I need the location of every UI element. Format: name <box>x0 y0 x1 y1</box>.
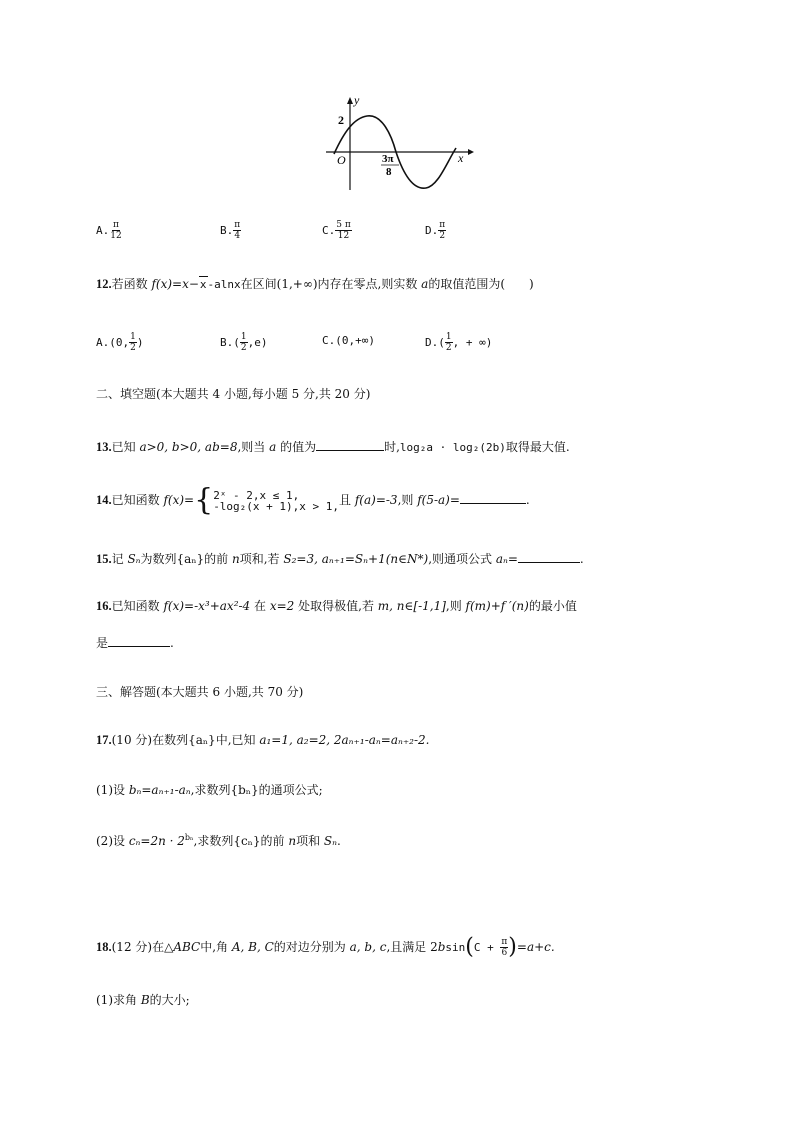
q16-text-b: 在 <box>250 599 270 613</box>
q16-mn: m, n∈[-1,1] <box>377 599 446 613</box>
option-text: (0,+∞) <box>335 334 375 347</box>
q15-text-c: 项和,若 <box>239 552 284 566</box>
option-num: π <box>439 220 446 230</box>
question-number: 15. <box>96 552 112 566</box>
q17-part1-b: ,求数列{bₙ}的通项公式; <box>190 783 323 797</box>
q12-option-a <box>96 332 143 353</box>
q17-part1-a: (1)设 <box>96 783 129 797</box>
q15-Sn: Sₙ <box>127 552 141 566</box>
q17-part2-n: n <box>288 834 297 848</box>
question-15 <box>96 550 584 567</box>
q12-option-c <box>322 332 375 349</box>
q12-sqrt <box>199 276 208 291</box>
q15-text-a: 记 <box>111 552 128 566</box>
q14-text-b: 且 <box>339 493 355 507</box>
q13-text-d: 时, <box>384 440 400 454</box>
option-den: 12 <box>337 231 350 241</box>
option-den: 2 <box>439 231 446 241</box>
q18-part1: (1)求角 <box>96 993 141 1007</box>
q15-ask: aₙ= <box>495 552 518 566</box>
q11-option-d <box>425 220 446 241</box>
q13-cond: a>0, b>0, ab=8 <box>139 440 238 454</box>
q13-text-b: ,则当 <box>237 440 270 454</box>
q16-text-d: ,则 <box>445 599 466 613</box>
q17-cond: a₁=1, a₂=2, 2aₙ₊₁-aₙ=aₙ₊₂-2. <box>259 733 430 747</box>
question-16-line-2 <box>96 634 174 651</box>
option-post: ,e) <box>247 336 268 349</box>
y-axis-arrow <box>347 97 353 104</box>
q13-text-e: 取得最大值. <box>505 440 570 454</box>
q18-text-c: 的对边分别为 <box>273 940 350 954</box>
q12-option-b <box>220 332 267 353</box>
section-3-heading: 三、解答题(本大题共 6 小题,共 70 分) <box>96 685 304 699</box>
q14-text-c: ,则 <box>397 493 418 507</box>
q14-ask: f(5-a)= <box>417 493 460 507</box>
q14-piece-1: 2ˣ - 2,x ≤ 1, <box>213 488 300 502</box>
q18-rhs: a+c. <box>526 940 555 954</box>
q14-piece-2: -log₂(x + 1),x > 1, <box>213 499 340 513</box>
q16-text-c: 处取得极值,若 <box>294 599 378 613</box>
q11-option-b <box>220 220 241 241</box>
q13-answer-blank[interactable] <box>316 438 384 451</box>
option-pre: ( <box>438 336 445 349</box>
q12-text-b: -alnx <box>207 278 241 291</box>
option-letter: D. <box>425 336 439 349</box>
option-letter: B. <box>220 224 234 237</box>
q14-cond: f(a)=-3 <box>354 493 398 507</box>
left-brace: { <box>194 482 214 518</box>
x-axis-label: x <box>458 151 464 165</box>
x-tick-numerator: 3π <box>382 153 394 165</box>
q17-part2-a: (2)设 <box>96 834 129 848</box>
q18-b: b <box>437 940 446 954</box>
q14-text-a: 已知函数 <box>111 493 164 507</box>
q18-text-b: 中,角 <box>200 940 232 954</box>
q14-func: f(x)= <box>163 493 195 507</box>
question-13 <box>96 438 570 456</box>
option-den: 4 <box>234 231 241 241</box>
q11-option-a <box>96 220 123 241</box>
q16-func: f(x)=-x³+ax²-4 <box>163 599 251 613</box>
q17-part2-sup: bₙ <box>184 833 194 842</box>
y-tick-label: 2 <box>338 113 344 127</box>
option-post: ) <box>136 336 144 349</box>
q12-option-d <box>425 332 492 353</box>
q18-text-d: ,且满足 2 <box>386 940 438 954</box>
q16-line2: 是 <box>96 636 109 650</box>
right-paren: ) <box>508 934 517 960</box>
q17-part2-d: . <box>336 834 341 848</box>
q18-text-e: sin <box>445 941 466 954</box>
q15-n: n <box>231 552 240 566</box>
left-paren: ( <box>465 934 474 960</box>
question-17-part-2 <box>96 830 341 849</box>
q16-text-a: 已知函数 <box>111 599 164 613</box>
q17-part2-c: 项和 <box>296 834 324 848</box>
question-12 <box>96 276 534 293</box>
option-letter: C. <box>322 224 336 237</box>
q16-expr: f(m)+f ′(n) <box>465 599 529 613</box>
question-17 <box>96 732 429 748</box>
question-18 <box>96 934 555 961</box>
q12-var: a <box>421 277 429 291</box>
option-pre: ( <box>233 336 240 349</box>
q12-sqrt-arg: x <box>199 278 207 291</box>
q18-text-a: (12 分)在△ <box>111 940 174 954</box>
q15-text-b: 为数列{aₙ}的前 <box>140 552 232 566</box>
origin-label: O <box>337 153 346 167</box>
option-num: 1 <box>130 332 136 342</box>
x-tick-denominator: 8 <box>386 166 392 178</box>
option-post: , + ∞) <box>452 336 493 349</box>
q16-line2-end: . <box>170 636 174 650</box>
q13-expr: log₂a · log₂(2b) <box>399 441 506 454</box>
question-17-part-1 <box>96 782 323 798</box>
q17-text-a: (10 分)在数列{aₙ}中,已知 <box>111 733 260 747</box>
q17-part1-def: bₙ=aₙ₊₁-aₙ <box>128 783 191 797</box>
question-14 <box>96 482 530 518</box>
q15-cond: S₂=3, aₙ₊₁=Sₙ+1(n∈N*) <box>283 552 429 566</box>
option-den: 2 <box>130 343 136 353</box>
q18-part1-end: 的大小; <box>149 993 190 1007</box>
q18-tri: ABC <box>173 940 201 954</box>
option-den: 2 <box>240 343 247 353</box>
option-den: 12 <box>110 231 122 241</box>
question-number: 18. <box>96 940 112 954</box>
q16-text-e: 的最小值 <box>528 599 577 613</box>
q14-answer-blank[interactable] <box>460 491 526 504</box>
q12-func: f(x)=x− <box>151 277 199 291</box>
option-letter: B. <box>220 336 234 349</box>
q18-sides: a, b, c <box>349 940 387 954</box>
q15-text-e: . <box>579 552 584 566</box>
section-2-heading: 二、填空题(本大题共 4 小题,每小题 5 分,共 20 分) <box>96 387 371 401</box>
q18-angles: A, B, C <box>231 940 274 954</box>
option-num: 1 <box>240 332 247 342</box>
option-num: π <box>113 220 119 230</box>
q18-text-f: = <box>516 940 527 954</box>
q12-text-d: 的取值范围为( ) <box>428 277 534 291</box>
q11-option-c <box>322 220 352 241</box>
option-num: 1 <box>445 332 452 342</box>
question-number: 13. <box>96 440 112 454</box>
question-number: 16. <box>96 599 112 613</box>
option-num: π <box>234 220 241 230</box>
q15-text-d: ,则通项公式 <box>428 552 496 566</box>
q12-text-c: 在区间(1,+∞)内存在零点,则实数 <box>240 277 422 291</box>
y-axis-label: y <box>354 93 360 107</box>
option-den: 2 <box>445 343 452 353</box>
q18-inner: C + <box>473 941 501 954</box>
q16-answer-blank[interactable] <box>108 634 170 647</box>
option-letter: A. <box>96 224 110 237</box>
q15-answer-blank[interactable] <box>518 550 580 563</box>
q17-part2-def: cₙ=2n · 2 <box>128 834 185 848</box>
question-number: 12. <box>96 277 112 291</box>
q13-var: a <box>269 440 277 454</box>
q17-part2-S: Sₙ <box>323 834 337 848</box>
question-16 <box>96 598 577 614</box>
x-axis-arrow <box>468 149 474 155</box>
option-letter: C. <box>322 334 336 347</box>
question-18-part-1 <box>96 992 190 1008</box>
q18-frac-num: π <box>501 937 508 947</box>
question-number: 14. <box>96 493 112 507</box>
q16-cond: x=2 <box>269 599 295 613</box>
option-letter: D. <box>425 224 439 237</box>
option-num: 5 π <box>336 220 351 230</box>
sine-graph <box>320 92 480 196</box>
q13-text-c: 的值为 <box>276 440 317 454</box>
q18-frac-den: 6 <box>501 948 508 958</box>
q14-text-d: . <box>525 493 530 507</box>
question-number: 17. <box>96 733 112 747</box>
q13-text-a: 已知 <box>111 440 140 454</box>
option-pre: (0, <box>109 336 130 349</box>
option-letter: A. <box>96 336 110 349</box>
q18-part1-var: B <box>140 993 150 1007</box>
q12-text-a: 若函数 <box>111 277 152 291</box>
q17-part2-b: ,求数列{cₙ}的前 <box>193 834 289 848</box>
